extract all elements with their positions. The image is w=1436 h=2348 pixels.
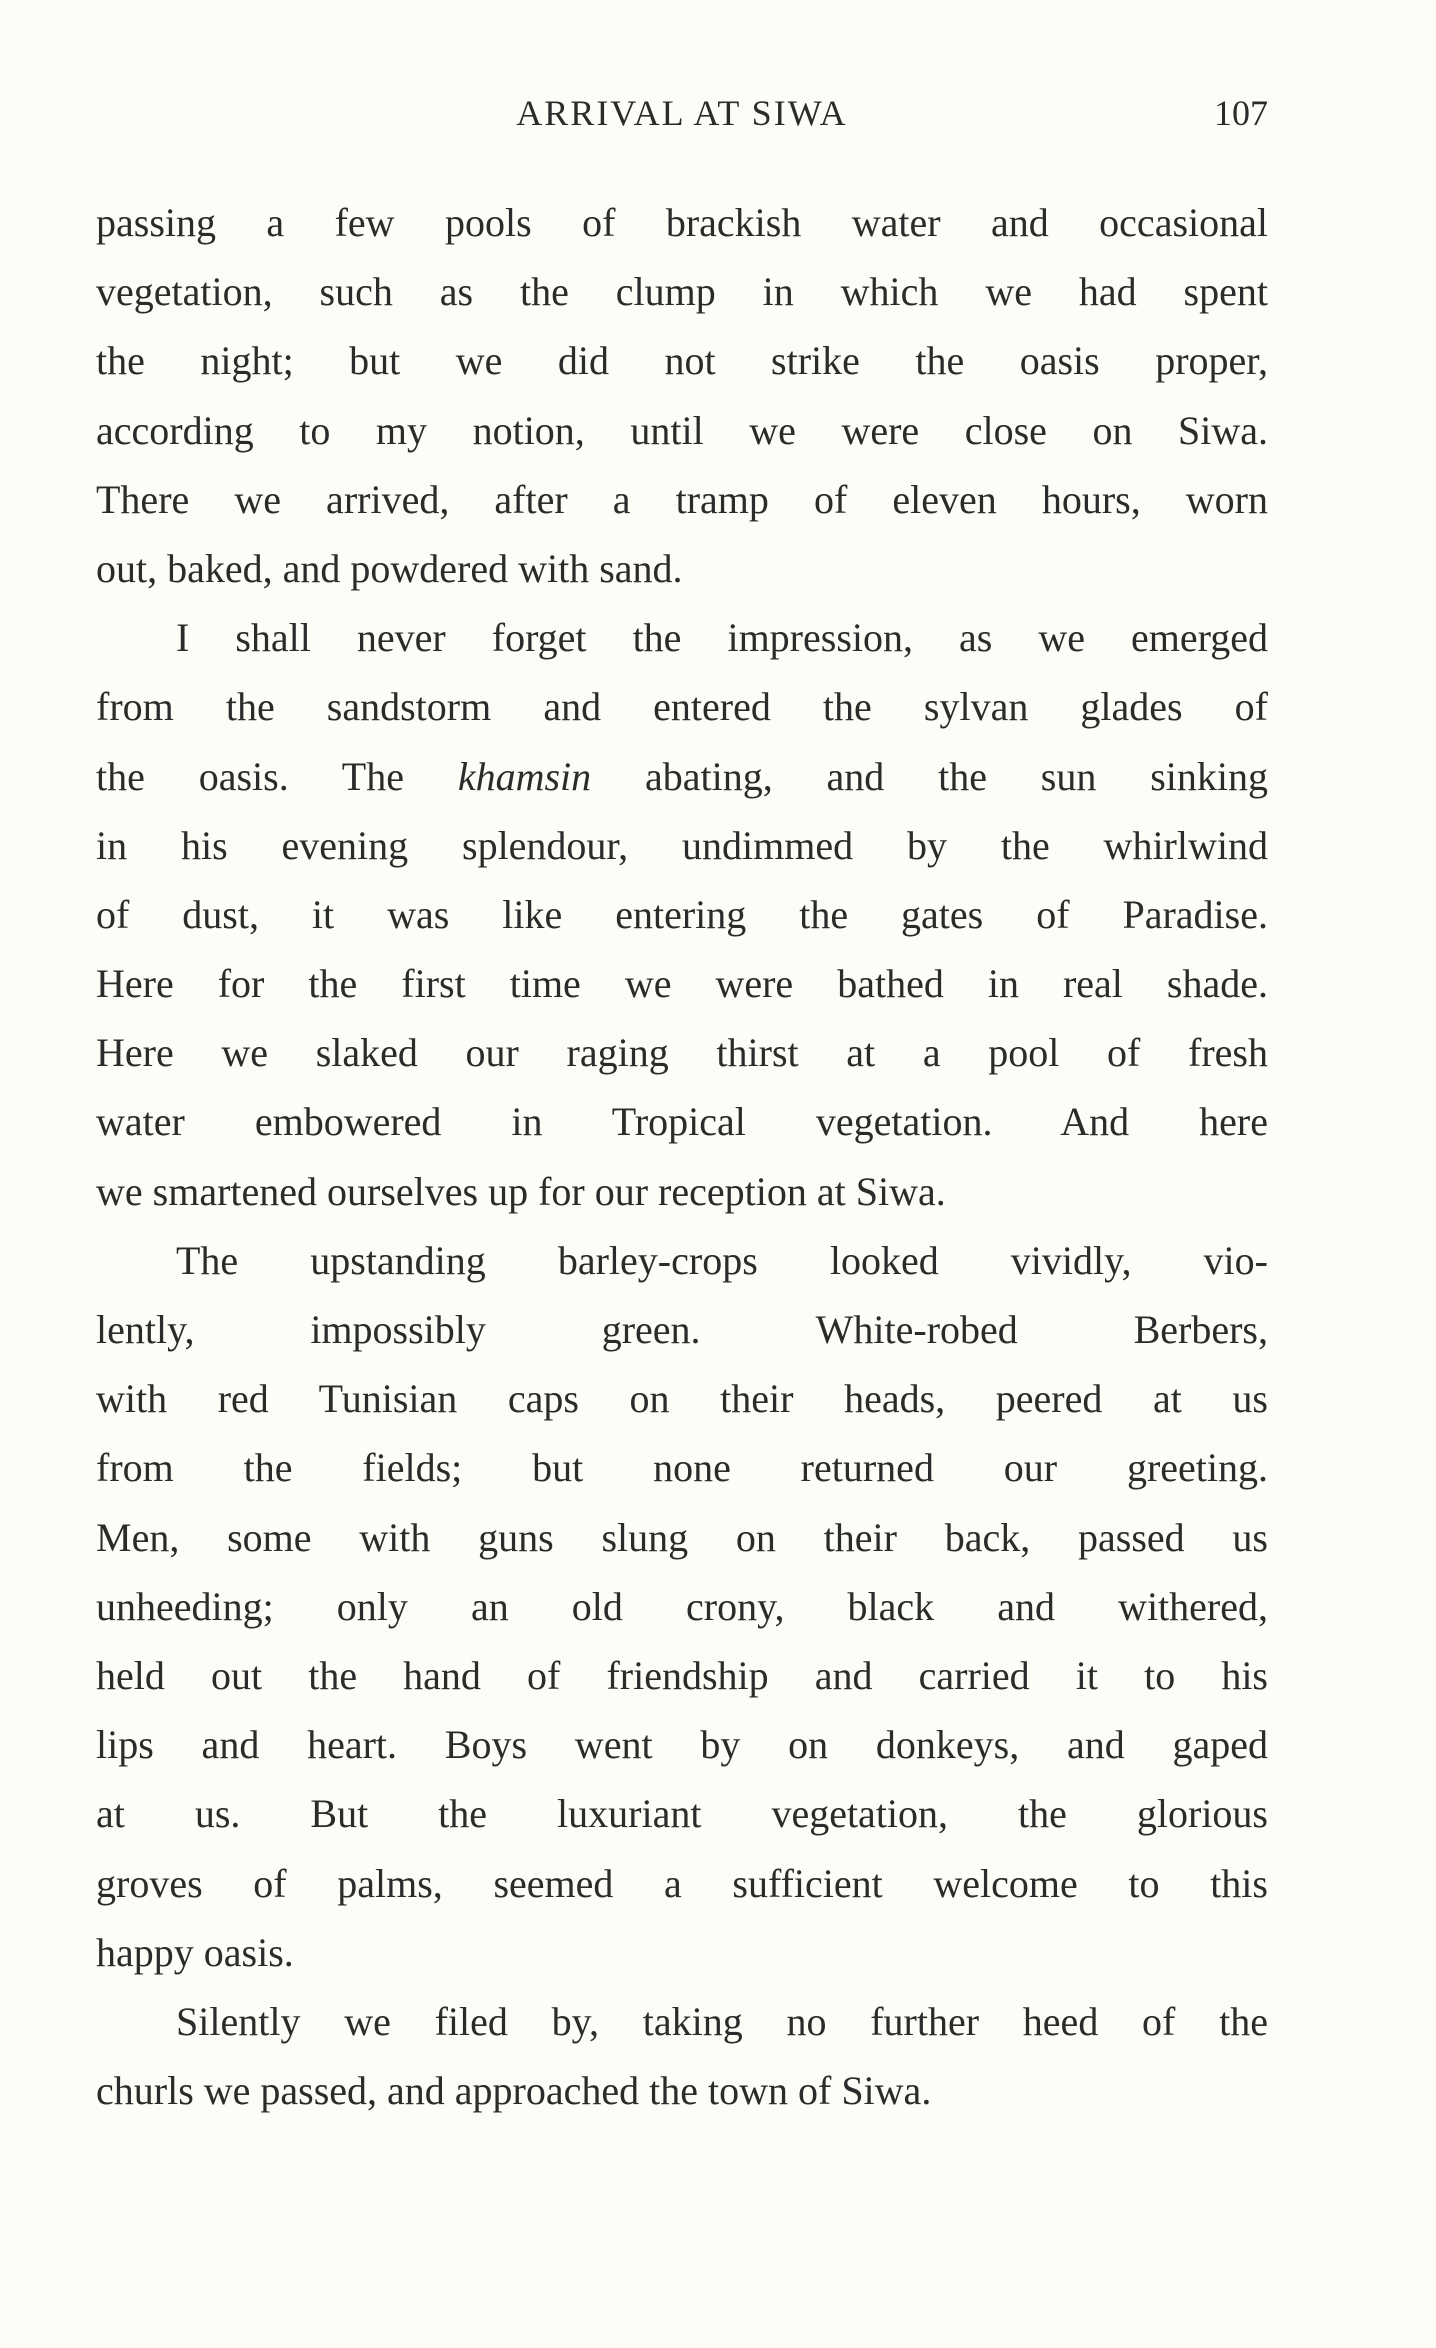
text-line: at us. But the luxuriant vegetation, the glorious (96, 1791, 1268, 1837)
text-line: we smartened ourselves up for our reception at Siwa. (96, 1168, 946, 1214)
text-line (96, 742, 1268, 811)
text-line: water embowered in Tropical vegetation. And here (96, 1099, 1268, 1145)
text-line: churls we passed, and approached the town of Siwa. (96, 2068, 932, 2114)
text-line: Silently we filed by, taking no further heed of the (176, 1998, 1268, 2044)
text-line: from the fields; but none returned our greeting. (96, 1445, 1268, 1491)
text-line: groves of palms, seemed a sufficient welcome to this (96, 1860, 1268, 1906)
text-line: in his evening splendour, undimmed by the whirlwind (96, 822, 1268, 868)
running-head-title: ARRIVAL AT SIWA (516, 93, 848, 133)
text-segment: abating, and the sun sinking (591, 753, 1268, 799)
text-line: Here we slaked our raging thirst at a pool of fresh (96, 1030, 1268, 1076)
text-line: out, baked, and powdered with sand. (96, 545, 683, 591)
text-line: according to my notion, until we were close on Siwa. (96, 407, 1268, 453)
text-line: of dust, it was like entering the gates of Paradise. (96, 891, 1268, 937)
text-line: vegetation, such as the clump in which we had spent (96, 269, 1268, 315)
text-line: Men, some with guns slung on their back, passed us (96, 1514, 1268, 1560)
running-head (96, 92, 1268, 148)
text-line: The upstanding barley-crops looked vividly, vio- (176, 1237, 1268, 1283)
text-line: lips and heart. Boys went by on donkeys, and gaped (96, 1722, 1268, 1768)
text-line: lently, impossibly green. White-robed Berbers, (96, 1307, 1268, 1352)
page-number: 107 (1214, 93, 1268, 133)
text-line: unheeding; only an old crony, black and withered, (96, 1583, 1268, 1629)
text-line: passing a few pools of brackish water and occasional (96, 200, 1268, 245)
text-line: Here for the first time we were bathed in real shade. (96, 961, 1268, 1007)
text-line: the night; but we did not strike the oasis proper, (96, 338, 1268, 384)
body-text (96, 188, 1268, 2125)
text-line: I shall never forget the impression, as we emerged (176, 615, 1268, 661)
text-segment: the oasis. The (96, 753, 458, 799)
text-line: happy oasis. (96, 1929, 294, 1975)
text-line: There we arrived, after a tramp of eleven hours, worn (96, 476, 1268, 522)
text-line: held out the hand of friendship and carried it to his (96, 1652, 1268, 1698)
text-line: from the sandstorm and entered the sylvan glades of (96, 684, 1268, 730)
text-line: with red Tunisian caps on their heads, peered at us (96, 1376, 1268, 1422)
italic-word: khamsin (457, 753, 592, 799)
